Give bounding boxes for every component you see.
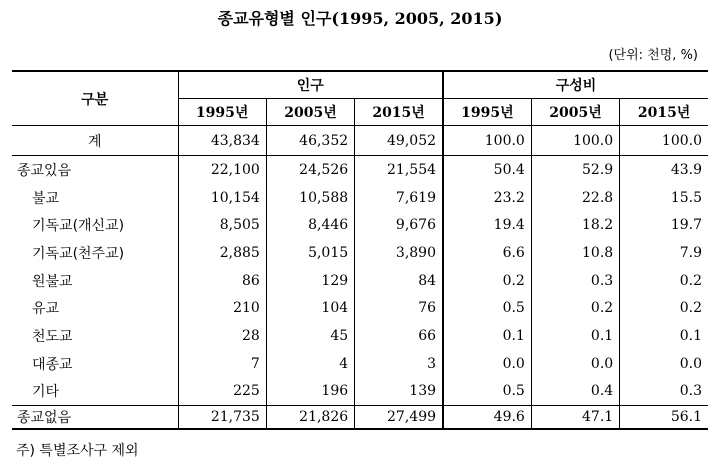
cell-value: 43.9 xyxy=(620,156,708,184)
cell-value: 56.1 xyxy=(620,406,708,430)
cell-value: 7,619 xyxy=(355,184,443,212)
cell-value: 0.5 xyxy=(443,378,531,406)
cell-value: 0.3 xyxy=(531,267,619,295)
year-header: 2005년 xyxy=(266,99,354,126)
cell-value: 129 xyxy=(266,267,354,295)
row-label: 불교 xyxy=(32,190,60,207)
table-row xyxy=(12,322,708,350)
row-label: 종교없음 xyxy=(12,406,178,430)
cell-value: 0.4 xyxy=(531,378,619,406)
cell-value: 22,100 xyxy=(178,156,266,184)
cell-value: 24,526 xyxy=(266,156,354,184)
cell-value: 66 xyxy=(355,322,443,350)
cell-value: 100.0 xyxy=(443,126,531,156)
cell-value: 28 xyxy=(178,322,266,350)
cell-value: 10.8 xyxy=(531,239,619,267)
row-label: 종교있음 xyxy=(17,162,72,179)
cell-value: 21,735 xyxy=(178,406,266,430)
row-label: 대종교 xyxy=(32,356,73,373)
table-row xyxy=(12,378,708,406)
table-row xyxy=(12,350,708,378)
cell-value: 49,052 xyxy=(355,126,443,156)
cell-value: 86 xyxy=(178,267,266,295)
cell-value: 84 xyxy=(355,267,443,295)
cell-value: 52.9 xyxy=(531,156,619,184)
cell-value: 0.0 xyxy=(531,350,619,378)
cell-value: 7 xyxy=(178,350,266,378)
year-header: 2015년 xyxy=(620,99,708,126)
cell-value: 2,885 xyxy=(178,239,266,267)
cell-value: 0.1 xyxy=(531,322,619,350)
table-row-non-religious xyxy=(12,406,708,430)
cell-value: 104 xyxy=(266,294,354,322)
cell-value: 27,499 xyxy=(355,406,443,430)
cell-value: 21,826 xyxy=(266,406,354,430)
row-label: 기타 xyxy=(12,378,178,406)
cell-value: 8,446 xyxy=(266,211,354,239)
year-header: 2005년 xyxy=(531,99,619,126)
cell-value: 23.2 xyxy=(443,184,531,212)
cell-value: 225 xyxy=(178,378,266,406)
cell-value: 19.4 xyxy=(443,211,531,239)
category-header: 구분 xyxy=(12,71,178,126)
cell-value: 0.5 xyxy=(443,294,531,322)
cell-value: 0.2 xyxy=(620,267,708,295)
cell-value: 76 xyxy=(355,294,443,322)
cell-value: 0.0 xyxy=(443,350,531,378)
table-row xyxy=(12,294,708,322)
cell-value: 45 xyxy=(266,322,354,350)
cell-value: 21,554 xyxy=(355,156,443,184)
row-label: 천도교 xyxy=(32,328,73,345)
cell-value: 0.1 xyxy=(443,322,531,350)
cell-value: 0.3 xyxy=(620,378,708,406)
row-label: 계 xyxy=(12,126,178,156)
unit-note: (단위: 천명, %) xyxy=(608,48,698,63)
row-label: 원불교 xyxy=(32,273,73,290)
population-group-header: 인구 xyxy=(178,71,443,99)
cell-value: 0.2 xyxy=(443,267,531,295)
table-row xyxy=(12,267,708,295)
cell-value: 5,015 xyxy=(266,239,354,267)
table-row xyxy=(12,211,708,239)
cell-value: 0.1 xyxy=(620,322,708,350)
footnote: 주) 특별조사구 제외 xyxy=(16,443,139,459)
cell-value: 50.4 xyxy=(443,156,531,184)
cell-value: 100.0 xyxy=(620,126,708,156)
cell-value: 15.5 xyxy=(620,184,708,212)
cell-value: 3,890 xyxy=(355,239,443,267)
cell-value: 6.6 xyxy=(443,239,531,267)
year-header: 1995년 xyxy=(178,99,266,126)
cell-value: 22.8 xyxy=(531,184,619,212)
cell-value: 0.2 xyxy=(620,294,708,322)
page-title: 종교유형별 인구(1995, 2005, 2015) xyxy=(217,9,503,28)
cell-value: 139 xyxy=(355,378,443,406)
cell-value: 43,834 xyxy=(178,126,266,156)
cell-value: 7.9 xyxy=(620,239,708,267)
table-row-total xyxy=(12,126,708,156)
table-row-religious xyxy=(12,156,708,184)
cell-value: 100.0 xyxy=(531,126,619,156)
table-row xyxy=(12,184,708,212)
cell-value: 46,352 xyxy=(266,126,354,156)
cell-value: 10,154 xyxy=(178,184,266,212)
cell-value: 0.2 xyxy=(531,294,619,322)
cell-value: 0.0 xyxy=(620,350,708,378)
cell-value: 10,588 xyxy=(266,184,354,212)
cell-value: 196 xyxy=(266,378,354,406)
row-label: 기독교(천주교) xyxy=(32,245,125,262)
cell-value: 18.2 xyxy=(531,211,619,239)
cell-value: 8,505 xyxy=(178,211,266,239)
cell-value: 19.7 xyxy=(620,211,708,239)
year-header: 2015년 xyxy=(355,99,443,126)
row-label: 기독교(개신교) xyxy=(32,218,125,235)
composition-group-header: 구성비 xyxy=(443,71,708,99)
cell-value: 210 xyxy=(178,294,266,322)
religion-population-table xyxy=(12,70,708,430)
cell-value: 4 xyxy=(266,350,354,378)
cell-value: 3 xyxy=(355,350,443,378)
table-row xyxy=(12,239,708,267)
cell-value: 9,676 xyxy=(355,211,443,239)
year-header: 1995년 xyxy=(443,99,531,126)
row-label: 유교 xyxy=(32,301,60,318)
cell-value: 49.6 xyxy=(443,406,531,430)
cell-value: 47.1 xyxy=(531,406,619,430)
